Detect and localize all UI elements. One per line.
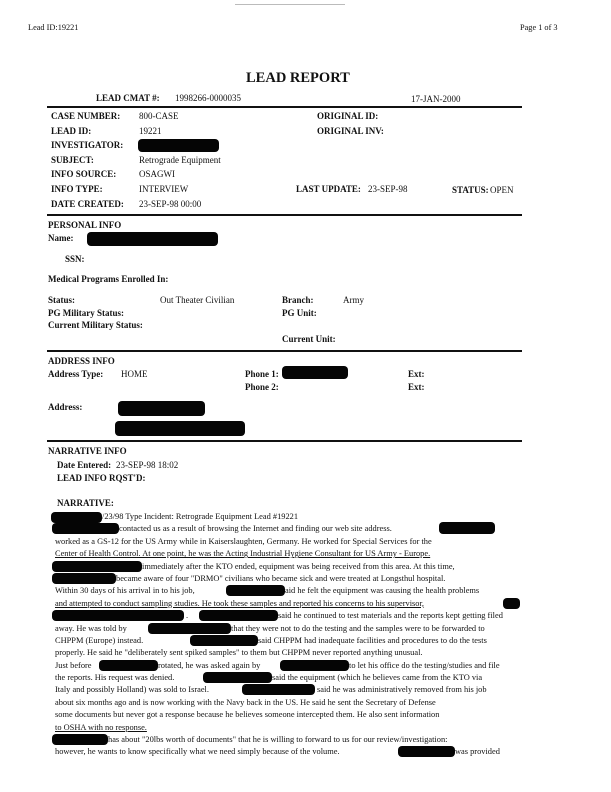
- divider-line: [47, 440, 522, 442]
- redaction: [226, 585, 285, 596]
- branch-label: Branch:: [282, 295, 314, 305]
- last-update-value: 23-SEP-98: [368, 184, 408, 194]
- info-type-label: INFO TYPE:: [51, 184, 103, 194]
- narrative-text: to OSHA with no response.: [55, 722, 147, 732]
- narrative-text: CHPPM (Europe) instead.: [55, 635, 144, 645]
- narrative-text: said the equipment (which he believes came from the KTO via: [272, 673, 483, 683]
- redaction: [52, 561, 142, 572]
- narrative-text: about six months ago and is now working with the Navy back in the US. He said he sent the Secretary of Defense: [55, 697, 436, 707]
- redaction: [199, 610, 278, 621]
- narrative-text: .: [186, 611, 189, 621]
- current-military-status-label: Current Military Status:: [48, 320, 143, 330]
- last-update-label: LAST UPDATE:: [296, 184, 361, 194]
- redaction: [52, 610, 184, 621]
- narrative-line: [55, 722, 520, 734]
- divider-line: [47, 106, 522, 108]
- narrative-text: the reports. His request was denied.: [55, 673, 175, 683]
- phone1-label: Phone 1:: [245, 369, 279, 379]
- narrative-line: [55, 672, 520, 684]
- date-created-label: DATE CREATED:: [51, 199, 124, 209]
- narrative-text: said he was administratively removed from his job: [317, 685, 487, 695]
- personal-info-heading: PERSONAL INFO: [48, 220, 122, 230]
- personal-status-value: Out Theater Civilian: [160, 295, 235, 305]
- narrative-line: [55, 573, 520, 585]
- name-label: Name:: [48, 233, 74, 243]
- narrative-text: Just before: [55, 660, 92, 670]
- personal-status-label: Status:: [48, 295, 76, 305]
- narrative-line: [55, 746, 520, 758]
- redaction: [242, 684, 315, 695]
- redaction-phone: [282, 366, 348, 379]
- redaction: [280, 660, 349, 671]
- narrative-text: Center of Health Control. At one point, he was the Acting Industrial Hygiene Consultant for US Army - Europe.: [55, 549, 431, 559]
- narrative-text: however, he wants to know specifically what we need simply because of the volume.: [55, 747, 340, 757]
- redaction: [52, 573, 116, 584]
- narrative-line: [55, 647, 520, 659]
- narrative-body: [55, 511, 520, 759]
- narrative-text: said CHPPM had inadequate facilities and procedures to do the tests: [258, 635, 487, 645]
- redaction: [99, 660, 158, 671]
- status-label: STATUS:: [452, 185, 489, 195]
- narrative-text: became aware of four "DRMO" civilians who became sick and were treated at Longsthul hospital.: [116, 573, 446, 583]
- lead-info-requested-label: LEAD INFO RQST'D:: [57, 473, 146, 483]
- divider-line: [47, 214, 522, 216]
- phone2-label: Phone 2:: [245, 382, 279, 392]
- redaction-address-line2: [115, 421, 245, 436]
- redaction: [398, 746, 455, 757]
- narrative-label: NARRATIVE:: [57, 498, 114, 508]
- ext2-label: Ext:: [408, 382, 425, 392]
- narrative-text: said he continued to test materials and the reports kept getting filed: [278, 611, 503, 621]
- narrative-line: [55, 536, 520, 548]
- narrative-line: [55, 709, 520, 721]
- redaction: [439, 522, 495, 534]
- header-page-number: Page 1 of 3: [520, 23, 558, 32]
- lead-id-value: 19221: [139, 126, 162, 136]
- address-type-label: Address Type:: [48, 369, 104, 379]
- address-type-value: HOME: [121, 369, 148, 379]
- redaction: [52, 734, 108, 745]
- narrative-text: Italy and possibly Holland) was sold to Israel.: [55, 685, 209, 695]
- redaction: [203, 672, 272, 683]
- narrative-line: [55, 561, 520, 573]
- subject-label: SUBJECT:: [51, 155, 94, 165]
- original-inv-label: ORIGINAL INV:: [317, 126, 384, 136]
- redaction-name: [87, 232, 218, 246]
- redaction-investigator: [138, 139, 219, 152]
- scan-mark-top: [235, 4, 345, 5]
- narrative-text: that they were not to do the testing and the samples were to be forwarded to: [231, 623, 485, 633]
- address-info-heading: ADDRESS INFO: [48, 356, 115, 366]
- cmat-label: LEAD CMAT #:: [96, 93, 160, 103]
- info-source-label: INFO SOURCE:: [51, 169, 117, 179]
- narrative-text: aid he felt the equipment was causing the health problems: [285, 586, 480, 596]
- redaction: [51, 512, 102, 523]
- page-title: LEAD REPORT: [246, 70, 350, 86]
- branch-value: Army: [343, 295, 364, 305]
- redaction-address-line1: [118, 401, 205, 416]
- ext1-label: Ext:: [408, 369, 425, 379]
- cmat-value: 1998266-0000035: [175, 93, 241, 103]
- redaction: [503, 598, 520, 609]
- narrative-line: [55, 660, 520, 672]
- investigator-label: INVESTIGATOR:: [51, 140, 124, 150]
- narrative-text: has about "20lbs worth of documents" that he is willing to forward to us for our review/investigation:: [108, 735, 448, 745]
- narrative-line: [55, 523, 520, 535]
- medical-programs-label: Medical Programs Enrolled In:: [48, 274, 169, 284]
- pg-military-status-label: PG Military Status:: [48, 308, 124, 318]
- subject-value: Retrograde Equipment: [139, 155, 221, 165]
- narrative-line: [55, 623, 520, 635]
- lead-id-label: LEAD ID:: [51, 126, 92, 136]
- case-number-label: CASE NUMBER:: [51, 111, 121, 121]
- narrative-line: [55, 548, 520, 560]
- info-source-value: OSAGWI: [139, 169, 175, 179]
- narrative-text: was provided: [455, 747, 500, 757]
- original-id-label: ORIGINAL ID:: [317, 111, 379, 121]
- narrative-text: contacted us as a result of browsing the Internet and finding our web site address.: [119, 524, 392, 534]
- narrative-text: Within 30 days of his arrival in to his job,: [55, 586, 195, 596]
- date-entered-value: 23-SEP-98 18:02: [116, 460, 179, 470]
- narrative-text: properly. He said he "deliberately sent spiked samples" to them but CHPPM never reported anything unusual.: [55, 648, 423, 658]
- report-date: 17-JAN-2000: [411, 94, 461, 104]
- redaction: [190, 635, 258, 646]
- info-type-value: INTERVIEW: [139, 184, 189, 194]
- redaction: [148, 623, 231, 634]
- date-created-value: 23-SEP-98 00:00: [139, 199, 202, 209]
- redaction: [52, 523, 119, 534]
- narrative-info-heading: NARRATIVE INFO: [48, 446, 127, 456]
- narrative-text: rotated, he was asked again by: [158, 660, 261, 670]
- narrative-text: to let his office do the testing/studies and file: [349, 660, 500, 670]
- narrative-text: worked as a GS-12 for the US Army while in Kaiserslaughten, Germany. He worked for Special Services for the: [55, 536, 432, 546]
- narrative-text: away. He was told by: [55, 623, 127, 633]
- narrative-line: [55, 697, 520, 709]
- current-unit-label: Current Unit:: [282, 334, 336, 344]
- status-value: OPEN: [490, 185, 514, 195]
- ssn-label: SSN:: [65, 254, 85, 264]
- date-entered-label: Date Entered:: [57, 460, 112, 470]
- narrative-line: [55, 684, 520, 696]
- narrative-text: immediately after the KTO ended, equipment was being received from this area. At this time,: [142, 561, 455, 571]
- narrative-text: and attempted to conduct sampling studies. He took these samples and reported his concerns to his supervisor,: [55, 598, 425, 608]
- narrative-line: [55, 610, 520, 622]
- narrative-line: [55, 585, 520, 597]
- address-label: Address:: [48, 402, 83, 412]
- narrative-text: some documents but never got a response because he believes someone intercepted them. He also sent information: [55, 710, 440, 720]
- narrative-text: /23/98 Type Incident: Retrograde Equipment Lead #19221: [102, 512, 299, 521]
- case-number-value: 800-CASE: [139, 111, 179, 121]
- pg-unit-label: PG Unit:: [282, 308, 317, 318]
- narrative-line: [55, 635, 520, 647]
- header-lead-id: Lead ID:19221: [28, 23, 79, 32]
- divider-line: [47, 350, 522, 352]
- narrative-line: [55, 734, 520, 746]
- narrative-line: [55, 598, 520, 610]
